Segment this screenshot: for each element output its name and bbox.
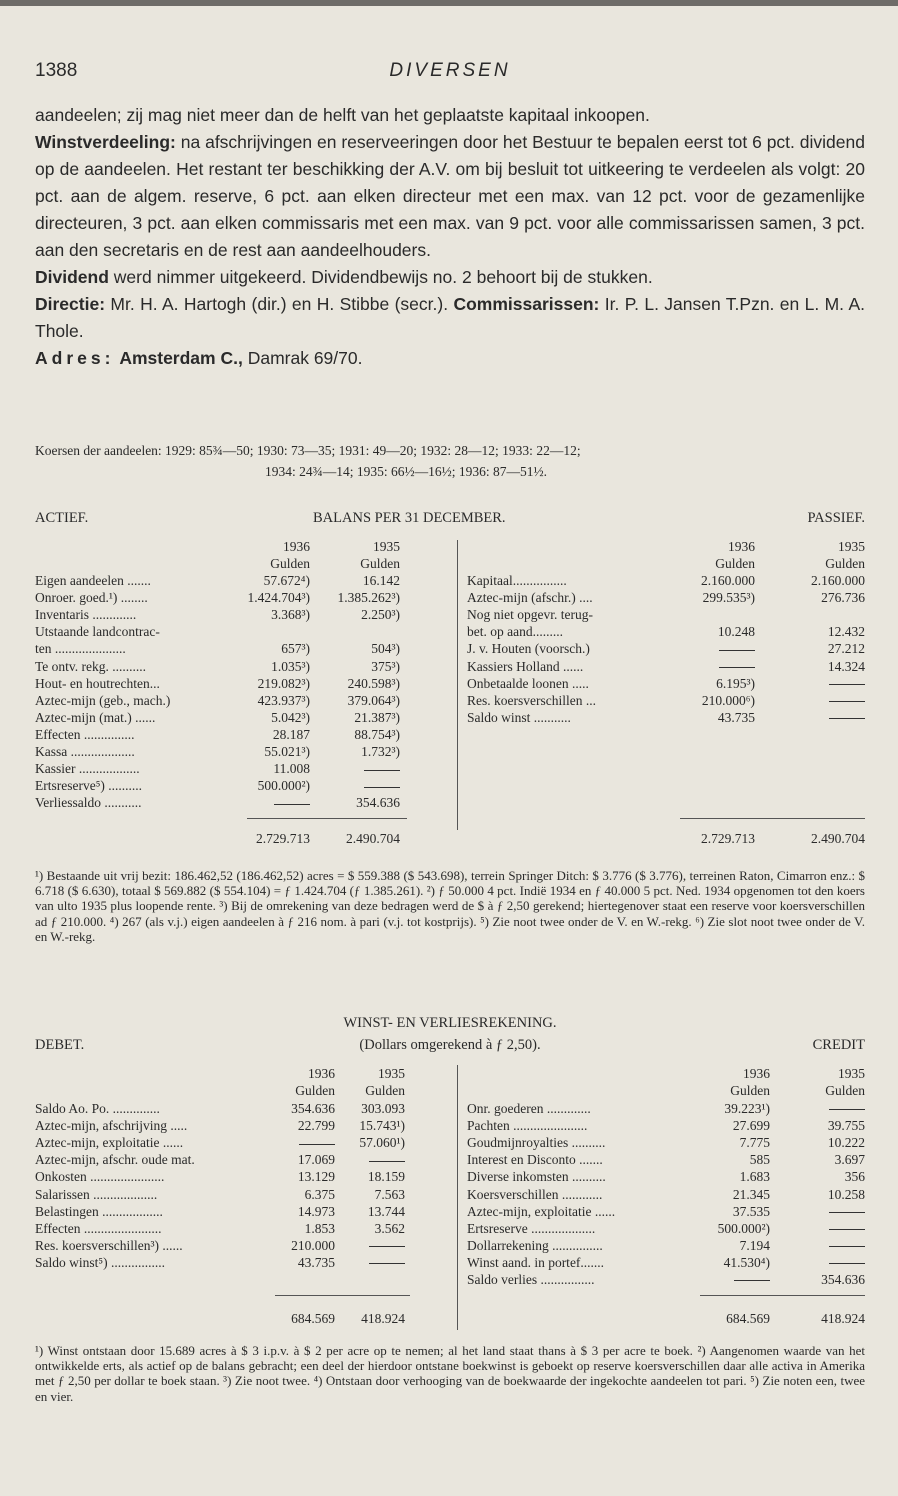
page-number: 1388 — [35, 60, 78, 81]
credit-cell-1936: 37.535 — [732, 1203, 770, 1219]
wv-divider — [457, 1065, 458, 1330]
debet-unit-1935: Gulden — [365, 1083, 405, 1098]
actief-cell-1935: 379.064³) — [347, 692, 400, 708]
actief-cell-1936: 423.937³) — [257, 692, 310, 708]
debet-row-label: Aztec-mijn, afschrijving ..... — [35, 1118, 188, 1134]
passief-cell-1936 — [685, 658, 755, 675]
passief-cell-1935: 12.432 — [827, 624, 865, 640]
debet-cell-1935: 15.743¹) — [359, 1118, 405, 1134]
credit-row-label: Interest en Disconto ....... — [467, 1152, 603, 1168]
passief-cell-1935: 27.212 — [827, 641, 865, 657]
balans-title: BALANS PER 31 DECEMBER. — [313, 510, 506, 526]
page-title: DIVERSEN — [389, 60, 511, 81]
passief-title: PASSIEF. — [807, 510, 865, 526]
debet-total-1935: 418.924 — [361, 1311, 405, 1326]
credit-year-1935: 1935 — [838, 1066, 865, 1081]
winstverdeeling-label: Winstverdeeling: — [35, 132, 176, 152]
credit-cell-1936: 585 — [749, 1152, 770, 1168]
debet-title: DEBET. — [35, 1037, 85, 1053]
credit-cell-1935 — [795, 1254, 865, 1271]
credit-row-label: Diverse inkomsten .......... — [467, 1169, 606, 1185]
passief-row-label: J. v. Houten (voorsch.) — [467, 641, 590, 657]
passief-cell-1936: 210.000⁶) — [701, 692, 755, 708]
wv-subtitle: (Dollars omgerekend à ƒ 2,50). — [359, 1037, 541, 1053]
nil-dash — [369, 1161, 405, 1162]
actief-unit-1935: Gulden — [360, 556, 400, 571]
debet-unit-1936: Gulden — [295, 1083, 335, 1098]
credit-row-label: Aztec-mijn, exploitatie ...... — [467, 1203, 616, 1219]
actief-cell-1936: 219.082³) — [257, 675, 310, 691]
actief-row-label: ten ..................... — [35, 641, 126, 657]
actief-cell-1935: 240.598³) — [347, 675, 400, 691]
actief-cell-1936: 1.035³) — [271, 658, 310, 674]
actief-total-rule — [247, 818, 407, 819]
paragraph-directie: Directie: Mr. H. A. Hartogh (dir.) en H. Stibbe (secr.). Commissarissen: Ir. P. L. Jansen T.Pzn. en L. M. A. Thole. — [35, 294, 865, 341]
debet-row-label: Res. koersverschillen³) ...... — [35, 1237, 183, 1253]
actief-cell-1935 — [325, 760, 400, 777]
actief-year-1936: 1936 — [283, 539, 310, 554]
credit-row-label: Onr. goederen ............. — [467, 1101, 591, 1116]
actief-cell-1936: 28.187 — [272, 726, 310, 742]
credit-unit-1935: Gulden — [825, 1083, 865, 1098]
credit-cell-1935 — [795, 1100, 865, 1117]
nil-dash — [829, 1229, 865, 1230]
wv-title: WINST- EN VERLIESREKENING. — [343, 1015, 557, 1031]
actief-row-label: Te ontv. rekg. .......... — [35, 658, 147, 674]
passief-row-label: Kassiers Holland ...... — [467, 658, 584, 674]
credit-cell-1935 — [795, 1203, 865, 1220]
debet-cell-1935: 57.060¹) — [359, 1135, 405, 1151]
actief-year-1935: 1935 — [373, 539, 400, 554]
credit-row-label: Winst aand. in portef....... — [467, 1254, 605, 1270]
credit-row-label: Saldo verlies ................ — [467, 1272, 595, 1287]
passief-cell-1936: 43.735 — [717, 709, 755, 725]
nil-dash — [829, 1263, 865, 1264]
debet-cell-1936: 17.069 — [297, 1152, 335, 1168]
passief-total-rule — [680, 818, 865, 819]
passief-cell-1935: 14.324 — [827, 658, 865, 674]
balans-section — [35, 510, 865, 850]
credit-cell-1936: 500.000²) — [717, 1220, 770, 1236]
actief-unit-1936: Gulden — [270, 556, 310, 571]
debet-cell-1936: 1.853 — [304, 1220, 335, 1236]
debet-row-label: Aztec-mijn, exploitatie ...... — [35, 1135, 184, 1151]
balans-divider — [457, 540, 458, 830]
credit-unit-1936: Gulden — [730, 1083, 770, 1098]
debet-cell-1935: 18.159 — [367, 1169, 405, 1185]
adres-label: Adres: — [35, 348, 115, 368]
actief-title: ACTIEF. — [35, 510, 89, 526]
passief-row-label: Onbetaalde loonen ..... — [467, 675, 589, 691]
credit-cell-1935: 3.697 — [834, 1152, 865, 1168]
passief-cell-1936 — [685, 640, 755, 657]
paragraph-1: aandeelen; zij mag niet meer dan de helft van het geplaatste kapitaal inkoopen. — [35, 105, 650, 125]
debet-cell-1935 — [345, 1151, 405, 1168]
actief-row-label: Aztec-mijn (mat.) ...... — [35, 709, 156, 725]
actief-cell-1936: 657³) — [281, 641, 310, 657]
credit-cell-1935: 356 — [844, 1169, 865, 1185]
credit-cell-1935 — [795, 1220, 865, 1237]
credit-cell-1936: 7.194 — [739, 1237, 770, 1253]
actief-row-label: Onroer. goed.¹) ........ — [35, 590, 148, 606]
actief-cell-1936: 5.042³) — [271, 709, 310, 725]
paragraph-dividend: Dividend werd nimmer uitgekeerd. Dividendbewijs no. 2 behoort bij de stukken. — [35, 267, 653, 287]
nil-dash — [829, 701, 865, 702]
passief-cell-1935: 2.160.000 — [811, 573, 865, 588]
debet-cell-1936: 13.129 — [297, 1169, 335, 1185]
koersen-line-2: 1934: 24¾—14; 1935: 66½—16½; 1936: 87—51½. — [265, 464, 548, 479]
wv-footnote: ¹) Winst ontstaan door 15.689 acres à $ 3 i.p.v. à $ 2 per acre op te nemen; al het land staat thans à $ 3 per acre te boek. ²) Aangenomen waarde van het ontwikkelde erts, als actief op de balans gebracht; een deel der hierdoor ontstane boekwinst is geboekt op reserve koersverschillen daar alle activa in Amerika met ƒ 2,50 per dollar te boek staan. ³) Zie noot twee. ⁴) Ontstaan door verhooging van de boekwaarde der ingekochte aandeelen tot pari. ⁵) Zie noten een, twee en vier. — [35, 1343, 865, 1404]
nil-dash — [734, 1280, 770, 1281]
credit-row-label: Ertsreserve ................... — [467, 1220, 596, 1236]
passief-total-1936: 2.729.713 — [701, 831, 755, 846]
actief-row-label: Effecten ............... — [35, 726, 135, 742]
credit-cell-1936 — [705, 1271, 770, 1288]
paragraph-winstverdeeling: Winstverdeeling: na afschrijvingen en reserveeringen door het Bestuur te bepalen eerst tot 6 pct. dividend op de aandeelen. Het restant ter beschikking der A.V. om bij besluit tot uitkeering te verdeelen als volgt: 20 pct. aan de algem. reserve, 6 pct. aan elken directeur met een max. van 12 pct. voor de gezamenlijke directeuren, 3 pct. aan elken commissaris met een max. van 9 pct. voor alle commissarissen samen, 3 pct. aan den secretaris en de rest aan aandeelhouders. — [35, 132, 865, 260]
debet-year-1936: 1936 — [308, 1066, 335, 1081]
nil-dash — [719, 667, 755, 668]
credit-cell-1936: 39.223¹) — [724, 1101, 770, 1116]
debet-row-label: Aztec-mijn, afschr. oude mat. — [35, 1152, 195, 1168]
nil-dash — [369, 1263, 405, 1264]
passief-cell-1936: 10.248 — [717, 624, 755, 640]
credit-total-1935: 418.924 — [821, 1311, 865, 1326]
actief-cell-1935: 1.385.262³) — [337, 590, 400, 606]
actief-total-1935: 2.490.704 — [346, 831, 400, 846]
debet-row-label: Saldo winst⁵) ................ — [35, 1254, 165, 1270]
credit-cell-1935: 10.258 — [827, 1186, 865, 1202]
credit-cell-1935 — [795, 1237, 865, 1254]
commissarissen-label: Commissarissen: — [453, 294, 600, 314]
debet-total-rule — [275, 1295, 410, 1296]
debet-row-label: Saldo Ao. Po. .............. — [35, 1101, 160, 1116]
actief-cell-1935: 1.732³) — [361, 744, 400, 759]
dividend-label: Dividend — [35, 267, 109, 287]
balans-footnote: ¹) Bestaande uit vrij bezit: 186.462,52 (186.462,52) acres = $ 559.388 ($ 543.698), terrein Springer Ditch: $ 3.776 ($ 3.776), terreinen Raton, Cimarron enz.: $ 6.718 ($ 6.630), totaal $ 569.882 ($ 554.104) = ƒ 1.424.704 (ƒ 1.385.261). ²) ƒ 50.000 4 pct. Indië 1934 en ƒ 40.000 5 pct. Ned. 1934 opgenomen tot den koers van ulto 1935 plus loopende rente. ³) Bij de omrekening van deze bedragen werd de $ à ƒ 2,50 gerekend; hiertegenover staat een reserve voor koersverschillen ad ƒ 210.000. ⁴) 267 (als v.j.) eigen aandeelen à ƒ 216 nom. à pari (v.j. tot kostprijs). ⁵) Zie noot twee onder de V. en W.-rekg. ⁶) Zie slot noot twee onder de V. en W.-rekg. — [35, 868, 865, 944]
passief-cell-1936: 299.535³) — [702, 590, 755, 606]
nil-dash — [364, 770, 400, 771]
actief-cell-1935: 2.250³) — [361, 607, 400, 623]
actief-cell-1935: 354.636 — [356, 795, 400, 811]
actief-cell-1936 — [235, 794, 310, 811]
credit-cell-1936: 1.683 — [739, 1169, 770, 1185]
debet-cell-1935: 303.093 — [361, 1101, 405, 1116]
debet-cell-1935 — [345, 1254, 405, 1271]
debet-cell-1935 — [345, 1237, 405, 1254]
credit-row-label: Goudmijnroyalties .......... — [467, 1135, 606, 1151]
debet-row-label: Onkosten ...................... — [35, 1169, 165, 1185]
passief-total-1935: 2.490.704 — [811, 831, 865, 846]
credit-cell-1935: 354.636 — [821, 1272, 865, 1287]
passief-cell-1936: 6.195³) — [716, 675, 755, 691]
debet-row-label: Belastingen .................. — [35, 1203, 163, 1219]
koersen-block — [35, 440, 865, 482]
credit-cell-1936: 21.345 — [732, 1186, 770, 1202]
actief-row-label: Ertsreserve⁵) .......... — [35, 778, 143, 794]
actief-cell-1935: 88.754³) — [354, 726, 400, 742]
debet-cell-1936: 354.636 — [291, 1101, 335, 1116]
debet-cell-1935: 7.563 — [374, 1186, 405, 1202]
actief-row-label: Eigen aandeelen ....... — [35, 573, 151, 588]
passief-unit-1936: Gulden — [715, 556, 755, 571]
debet-cell-1936: 210.000 — [291, 1237, 335, 1253]
nil-dash — [829, 1246, 865, 1247]
passief-unit-1935: Gulden — [825, 556, 865, 571]
passief-cell-1935: 276.736 — [821, 590, 865, 606]
actief-cell-1936: 1.424.704³) — [247, 590, 310, 606]
actief-cell-1935: 504³) — [371, 641, 400, 657]
actief-row-label: Inventaris ............. — [35, 607, 137, 623]
passief-row-label: Kapitaal................ — [467, 573, 567, 588]
passief-row-label: bet. op aand......... — [467, 624, 563, 640]
nil-dash — [274, 804, 310, 805]
nil-dash — [829, 1212, 865, 1213]
actief-cell-1935: 21.387³) — [354, 709, 400, 725]
credit-cell-1935: 39.755 — [827, 1118, 865, 1134]
debet-total-1936: 684.569 — [291, 1311, 335, 1326]
debet-cell-1936: 14.973 — [297, 1203, 335, 1219]
passief-row-label: Nog niet opgevr. terug- — [467, 607, 593, 623]
actief-row-label: Hout- en houtrechten... — [35, 675, 160, 691]
actief-row-label: Utstaande landcontrac- — [35, 624, 160, 640]
actief-row-label: Verliessaldo ........... — [35, 795, 142, 811]
body-text — [35, 102, 865, 372]
actief-cell-1936: 500.000²) — [257, 778, 310, 794]
debet-row-label: Effecten ....................... — [35, 1220, 162, 1236]
actief-cell-1936: 3.368³) — [271, 607, 310, 623]
nil-dash — [299, 1144, 335, 1145]
credit-title: CREDIT — [812, 1037, 865, 1053]
nil-dash — [364, 787, 400, 788]
actief-row-label: Kassa ................... — [35, 744, 135, 759]
adres-city: Amsterdam C., — [119, 348, 243, 368]
nil-dash — [829, 718, 865, 719]
nil-dash — [829, 684, 865, 685]
wv-section — [35, 1015, 865, 1325]
credit-cell-1936: 41.530⁴) — [723, 1254, 770, 1270]
credit-cell-1936: 27.699 — [732, 1118, 770, 1134]
credit-row-label: Koersverschillen ............ — [467, 1186, 603, 1202]
actief-cell-1936: 57.672⁴) — [263, 573, 310, 588]
actief-cell-1936: 55.021³) — [264, 744, 310, 759]
actief-cell-1936: 11.008 — [273, 761, 310, 777]
nil-dash — [829, 1109, 865, 1110]
passief-row-label: Saldo winst ........... — [467, 709, 571, 725]
credit-total-1936: 684.569 — [726, 1311, 770, 1326]
credit-cell-1935: 10.222 — [827, 1135, 865, 1151]
nil-dash — [719, 650, 755, 651]
passief-cell-1935 — [790, 709, 865, 726]
debet-cell-1936: 43.735 — [297, 1254, 335, 1270]
actief-cell-1935: 16.142 — [362, 573, 400, 588]
nil-dash — [369, 1246, 405, 1247]
debet-cell-1936: 6.375 — [304, 1186, 335, 1202]
debet-cell-1936 — [275, 1134, 335, 1151]
debet-cell-1935: 3.562 — [374, 1220, 405, 1236]
passief-year-1936: 1936 — [728, 539, 755, 554]
actief-row-label: Kassier .................. — [35, 761, 140, 777]
credit-row-label: Pachten ...................... — [467, 1118, 588, 1134]
actief-cell-1935 — [325, 777, 400, 794]
paragraph-adres: Adres: Amsterdam C., Damrak 69/70. — [35, 348, 363, 368]
credit-row-label: Dollarrekening ............... — [467, 1237, 603, 1253]
credit-cell-1936: 7.775 — [739, 1135, 770, 1151]
page-header — [35, 60, 865, 88]
passief-row-label: Aztec-mijn (afschr.) .... — [467, 590, 593, 606]
passief-cell-1935 — [790, 692, 865, 709]
actief-total-1936: 2.729.713 — [256, 831, 310, 846]
debet-cell-1935: 13.744 — [367, 1203, 405, 1219]
debet-row-label: Salarissen ................... — [35, 1186, 158, 1202]
passief-cell-1935 — [790, 675, 865, 692]
passief-cell-1936: 2.160.000 — [701, 573, 755, 588]
directie-label: Directie: — [35, 294, 106, 314]
credit-total-rule — [700, 1295, 865, 1296]
actief-cell-1935: 375³) — [371, 658, 400, 674]
debet-year-1935: 1935 — [378, 1066, 405, 1081]
debet-cell-1936: 22.799 — [297, 1118, 335, 1134]
credit-year-1936: 1936 — [743, 1066, 770, 1081]
passief-row-label: Res. koersverschillen ... — [467, 692, 596, 708]
actief-row-label: Aztec-mijn (geb., mach.) — [35, 692, 171, 708]
passief-year-1935: 1935 — [838, 539, 865, 554]
koersen-line-1: Koersen der aandeelen: 1929: 85¾—50; 1930: 73—35; 1931: 49—20; 1932: 28—12; 1933: 22—12; — [35, 443, 581, 458]
